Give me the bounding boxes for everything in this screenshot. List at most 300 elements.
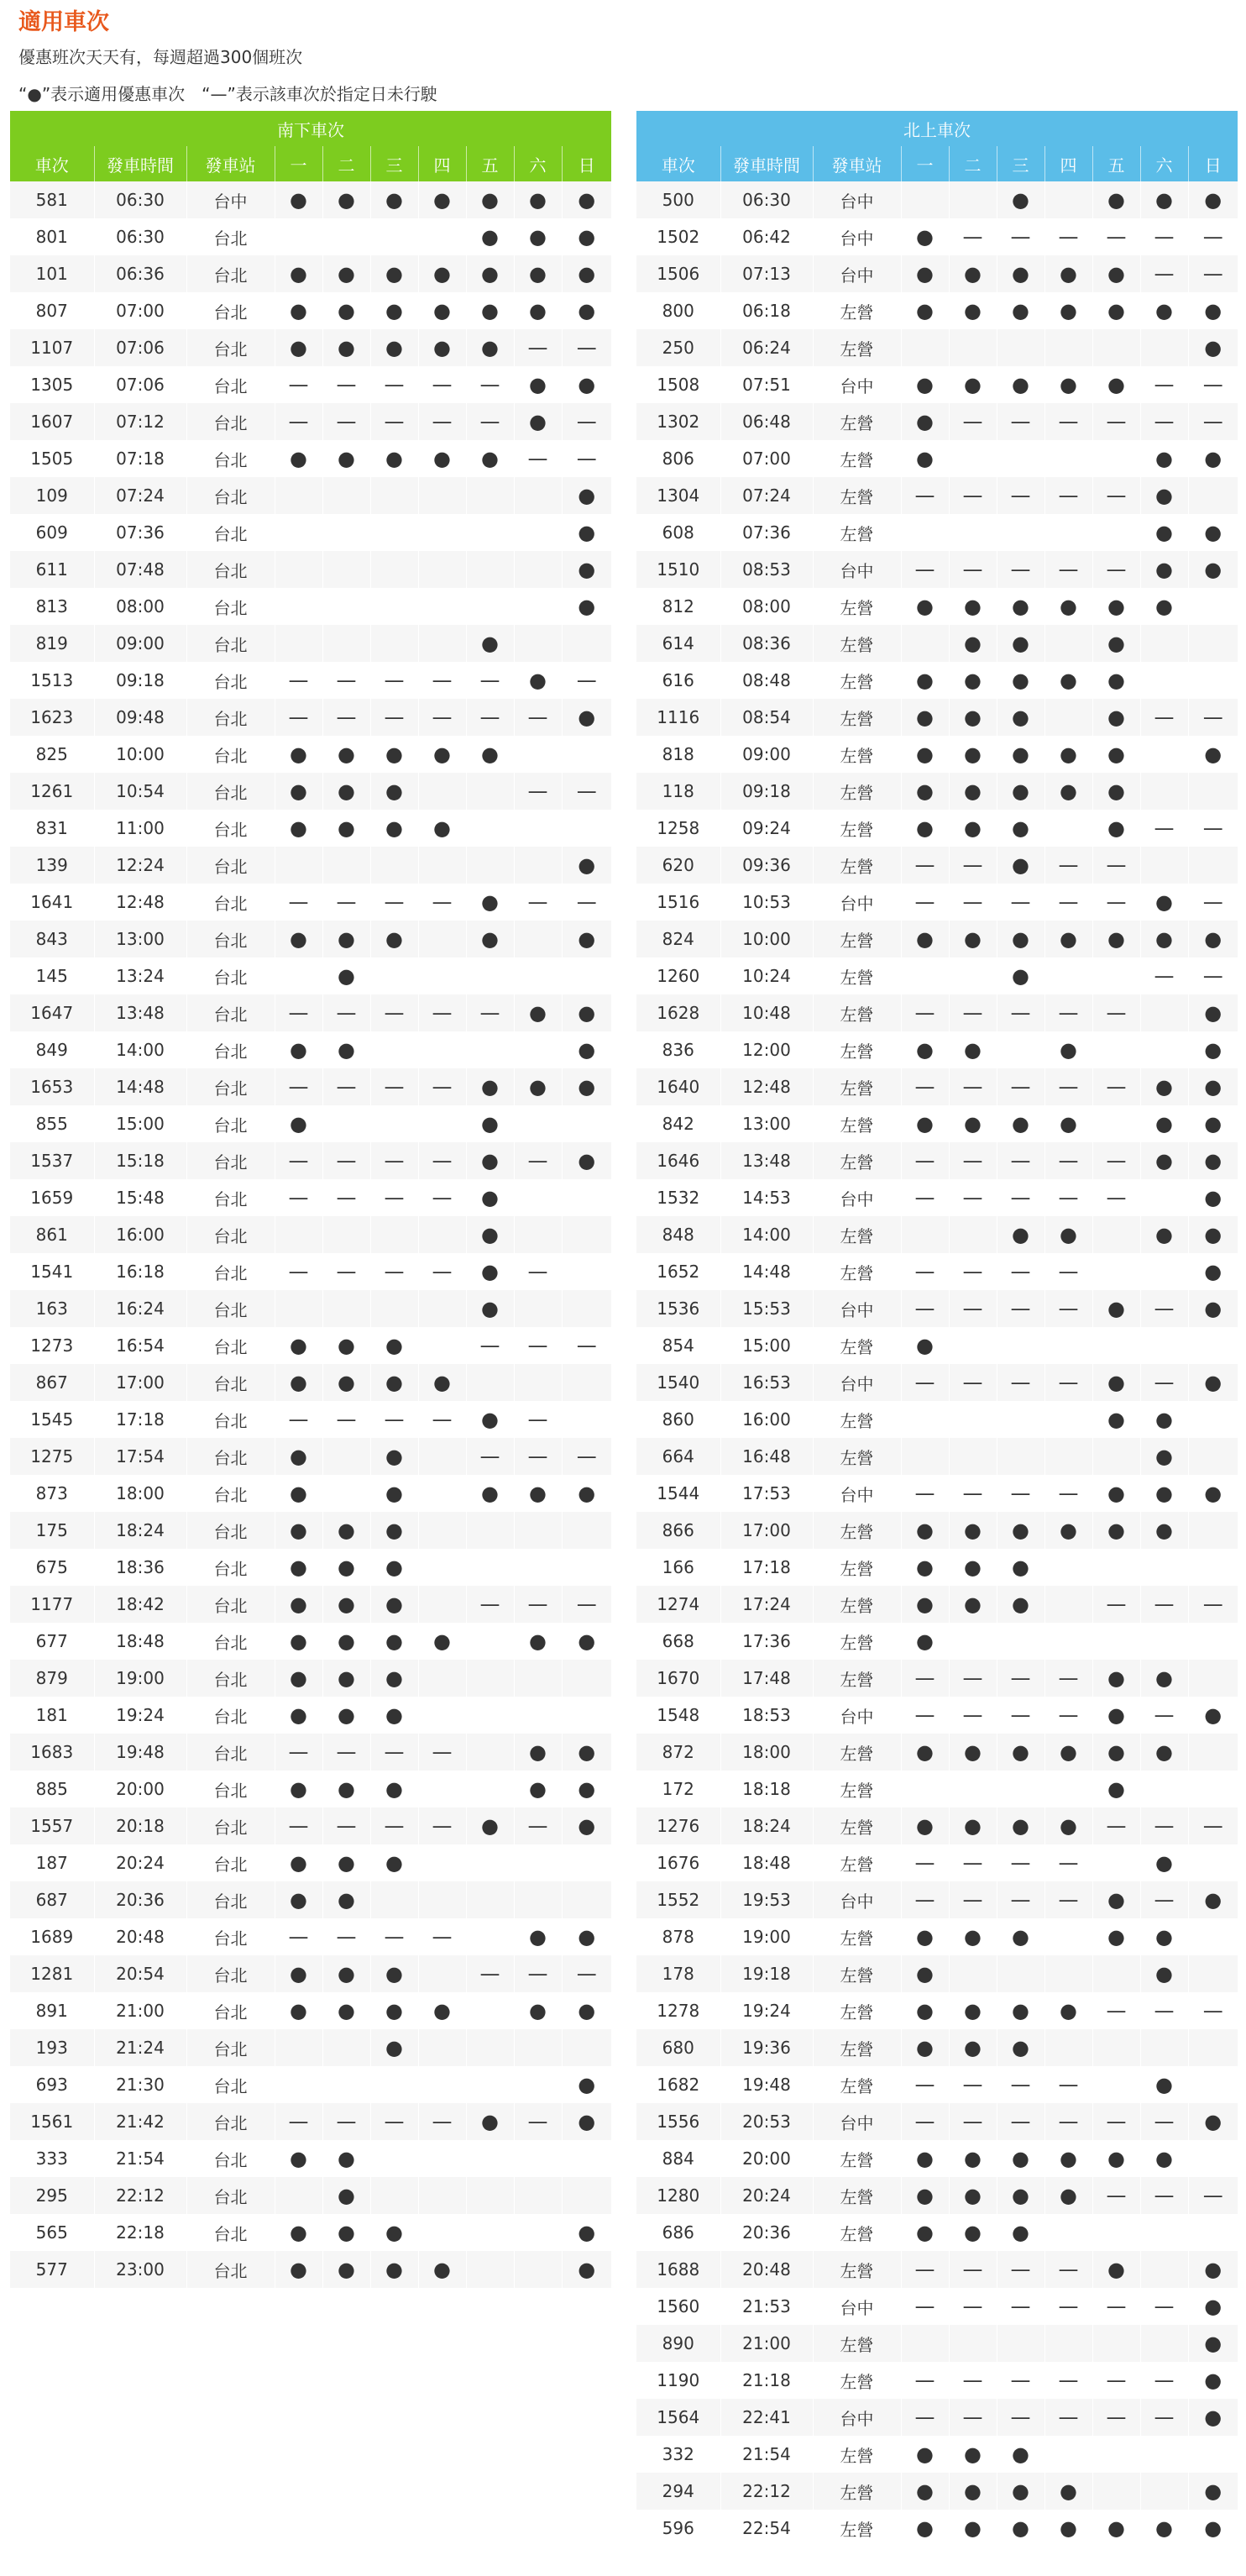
day-wed-status: — bbox=[370, 662, 418, 699]
day-tue-status: — bbox=[322, 1401, 370, 1438]
day-mon-status: ● bbox=[901, 366, 949, 403]
day-sun-status bbox=[562, 1881, 611, 1918]
depart-time: 07:13 bbox=[720, 255, 813, 292]
northbound-train-row bbox=[636, 1734, 1238, 1771]
day-sat-status: ● bbox=[1140, 1475, 1188, 1512]
train-number: 872 bbox=[636, 1734, 720, 1771]
train-number: 813 bbox=[10, 588, 94, 625]
day-thu-status: — bbox=[1044, 2362, 1092, 2399]
day-tue-status: ● bbox=[322, 1992, 370, 2029]
day-wed-status: — bbox=[370, 1253, 418, 1290]
day-sat-status: — bbox=[1140, 2399, 1188, 2436]
day-tue-status: ● bbox=[949, 736, 997, 773]
origin-station: 左營 bbox=[813, 2473, 901, 2510]
depart-time: 10:24 bbox=[720, 957, 813, 994]
train-number: 842 bbox=[636, 1105, 720, 1142]
northbound-train-row bbox=[636, 957, 1238, 994]
day-mon-status: ● bbox=[275, 921, 322, 957]
day-sat-status bbox=[1140, 1253, 1188, 1290]
day-mon-status: — bbox=[275, 699, 322, 736]
day-fri-status bbox=[466, 1660, 514, 1697]
day-thu-status: — bbox=[418, 1918, 466, 1955]
depart-time: 09:18 bbox=[720, 773, 813, 810]
day-tue-status: ● bbox=[949, 1992, 997, 2029]
day-fri-status: — bbox=[466, 994, 514, 1031]
southbound-train-row bbox=[10, 1586, 611, 1623]
col-train-no: 車次 bbox=[636, 146, 720, 181]
day-thu-status: ● bbox=[1044, 2510, 1092, 2547]
train-number: 175 bbox=[10, 1512, 94, 1549]
day-mon-status: — bbox=[275, 1253, 322, 1290]
day-tue-status: ● bbox=[322, 1364, 370, 1401]
depart-time: 21:54 bbox=[720, 2436, 813, 2473]
day-wed-status bbox=[370, 1031, 418, 1068]
day-fri-status bbox=[466, 773, 514, 810]
day-mon-status: ● bbox=[275, 2140, 322, 2177]
depart-time: 07:06 bbox=[94, 329, 186, 366]
day-sat-status bbox=[1140, 1623, 1188, 1660]
day-mon-status: — bbox=[901, 1364, 949, 1401]
depart-time: 14:00 bbox=[94, 1031, 186, 1068]
day-thu-status: — bbox=[1044, 403, 1092, 440]
day-wed-status: — bbox=[997, 1881, 1044, 1918]
depart-time: 18:24 bbox=[94, 1512, 186, 1549]
origin-station: 左營 bbox=[813, 921, 901, 957]
day-mon-status: — bbox=[901, 2103, 949, 2140]
day-mon-status: ● bbox=[901, 1105, 949, 1142]
origin-station: 台北 bbox=[186, 1844, 275, 1881]
day-sat-status bbox=[1140, 736, 1188, 773]
origin-station: 左營 bbox=[813, 1734, 901, 1771]
train-number: 172 bbox=[636, 1771, 720, 1807]
origin-station: 台北 bbox=[186, 625, 275, 662]
day-wed-status: — bbox=[370, 1068, 418, 1105]
train-number: 1276 bbox=[636, 1807, 720, 1844]
day-thu-status bbox=[418, 2066, 466, 2103]
origin-station: 左營 bbox=[813, 957, 901, 994]
day-sat-status: — bbox=[1140, 1992, 1188, 2029]
day-sat-status bbox=[514, 1364, 562, 1401]
day-mon-status: ● bbox=[901, 588, 949, 625]
day-mon-status: ● bbox=[901, 218, 949, 255]
day-sat-status: — bbox=[514, 1438, 562, 1475]
day-sun-status: ● bbox=[562, 1475, 611, 1512]
day-mon-status: ● bbox=[901, 1992, 949, 2029]
day-sat-status bbox=[1140, 1771, 1188, 1807]
day-wed-status: — bbox=[997, 2066, 1044, 2103]
day-thu-status: — bbox=[1044, 218, 1092, 255]
day-tue-status bbox=[949, 1438, 997, 1475]
southbound-train-row bbox=[10, 292, 611, 329]
day-thu-status bbox=[418, 773, 466, 810]
day-sun-status: — bbox=[1188, 403, 1238, 440]
origin-station: 台北 bbox=[186, 810, 275, 847]
day-mon-status: ● bbox=[901, 2473, 949, 2510]
day-thu-status: ● bbox=[418, 810, 466, 847]
day-sun-status: — bbox=[562, 1586, 611, 1623]
southbound-train-row bbox=[10, 181, 611, 218]
origin-station: 左營 bbox=[813, 2436, 901, 2473]
day-fri-status: ● bbox=[1092, 1290, 1140, 1327]
day-sat-status: — bbox=[1140, 403, 1188, 440]
day-thu-status: — bbox=[1044, 1881, 1092, 1918]
northbound-train-row bbox=[636, 1068, 1238, 1105]
day-thu-status: ● bbox=[1044, 1807, 1092, 1844]
day-wed-status: ● bbox=[370, 255, 418, 292]
day-sat-status: ● bbox=[1140, 1216, 1188, 1253]
southbound-rows bbox=[10, 181, 611, 2288]
day-wed-status: ● bbox=[997, 810, 1044, 847]
northbound-train-row bbox=[636, 1475, 1238, 1512]
day-mon-status: ● bbox=[275, 1512, 322, 1549]
day-wed-status: ● bbox=[370, 1771, 418, 1807]
day-sat-status: — bbox=[1140, 699, 1188, 736]
day-sun-status bbox=[562, 1549, 611, 1586]
day-wed-status: ● bbox=[370, 736, 418, 773]
day-wed-status bbox=[370, 588, 418, 625]
day-sun-status: ● bbox=[1188, 1142, 1238, 1179]
depart-time: 17:53 bbox=[720, 1475, 813, 1512]
day-mon-status: ● bbox=[275, 329, 322, 366]
train-number: 664 bbox=[636, 1438, 720, 1475]
day-fri-status bbox=[1092, 1253, 1140, 1290]
depart-time: 19:00 bbox=[94, 1660, 186, 1697]
day-mon-status: — bbox=[901, 1142, 949, 1179]
northbound-train-row bbox=[636, 1031, 1238, 1068]
depart-time: 15:53 bbox=[720, 1290, 813, 1327]
day-mon-status bbox=[901, 1216, 949, 1253]
day-sat-status: ● bbox=[1140, 1068, 1188, 1105]
depart-time: 20:36 bbox=[720, 2214, 813, 2251]
day-sat-status: ● bbox=[1140, 1105, 1188, 1142]
day-mon-status: ● bbox=[901, 2029, 949, 2066]
day-sat-status bbox=[514, 2029, 562, 2066]
origin-station: 台北 bbox=[186, 1179, 275, 1216]
day-fri-status: — bbox=[1092, 2362, 1140, 2399]
day-tue-status: ● bbox=[322, 1031, 370, 1068]
day-wed-status bbox=[370, 551, 418, 588]
day-thu-status: ● bbox=[1044, 773, 1092, 810]
depart-time: 19:36 bbox=[720, 2029, 813, 2066]
northbound-train-row bbox=[636, 440, 1238, 477]
train-number: 860 bbox=[636, 1401, 720, 1438]
day-thu-status bbox=[1044, 2436, 1092, 2473]
southbound-train-row bbox=[10, 1549, 611, 1586]
origin-station: 台北 bbox=[186, 2177, 275, 2214]
day-mon-status bbox=[275, 551, 322, 588]
depart-time: 16:48 bbox=[720, 1438, 813, 1475]
day-sat-status: ● bbox=[514, 994, 562, 1031]
day-sun-status: ● bbox=[562, 1918, 611, 1955]
day-thu-status: ● bbox=[418, 440, 466, 477]
day-mon-status: ● bbox=[901, 1955, 949, 1992]
train-number: 118 bbox=[636, 773, 720, 810]
day-sun-status: ● bbox=[562, 1992, 611, 2029]
day-tue-status: ● bbox=[949, 699, 997, 736]
northbound-header: 北上車次 bbox=[636, 111, 1238, 146]
day-wed-status: ● bbox=[370, 2214, 418, 2251]
northbound-train-row bbox=[636, 1697, 1238, 1734]
southbound-train-row bbox=[10, 1918, 611, 1955]
day-thu-status bbox=[418, 1031, 466, 1068]
day-sun-status bbox=[1188, 1771, 1238, 1807]
depart-time: 07:06 bbox=[94, 366, 186, 403]
day-wed-status: ● bbox=[997, 1216, 1044, 1253]
day-tue-status: ● bbox=[949, 255, 997, 292]
day-tue-status: ● bbox=[322, 1881, 370, 1918]
day-fri-status: — bbox=[1092, 2399, 1140, 2436]
day-sun-status bbox=[1188, 2436, 1238, 2473]
southbound-train-row bbox=[10, 1068, 611, 1105]
day-mon-status bbox=[275, 588, 322, 625]
day-tue-status bbox=[949, 514, 997, 551]
col-thu: 四 bbox=[1044, 146, 1092, 181]
depart-time: 16:54 bbox=[94, 1327, 186, 1364]
day-fri-status: ● bbox=[1092, 292, 1140, 329]
train-number: 1116 bbox=[636, 699, 720, 736]
origin-station: 台中 bbox=[813, 1179, 901, 1216]
day-mon-status: ● bbox=[275, 1992, 322, 2029]
train-number: 848 bbox=[636, 1216, 720, 1253]
day-tue-status: ● bbox=[322, 255, 370, 292]
train-number: 1275 bbox=[10, 1438, 94, 1475]
day-tue-status: — bbox=[949, 551, 997, 588]
day-thu-status: — bbox=[1044, 1475, 1092, 1512]
day-thu-status bbox=[418, 921, 466, 957]
depart-time: 13:24 bbox=[94, 957, 186, 994]
day-fri-status: — bbox=[1092, 2288, 1140, 2325]
origin-station: 台北 bbox=[186, 736, 275, 773]
day-sun-status: ● bbox=[1188, 181, 1238, 218]
day-sat-status: ● bbox=[1140, 1844, 1188, 1881]
day-tue-status: — bbox=[949, 1660, 997, 1697]
day-tue-status: ● bbox=[949, 366, 997, 403]
day-sat-status: ● bbox=[1140, 181, 1188, 218]
depart-time: 22:41 bbox=[720, 2399, 813, 2436]
train-number: 109 bbox=[10, 477, 94, 514]
day-fri-status: — bbox=[466, 699, 514, 736]
day-tue-status: ● bbox=[949, 773, 997, 810]
day-thu-status bbox=[1044, 1549, 1092, 1586]
day-thu-status bbox=[418, 2177, 466, 2214]
train-number: 187 bbox=[10, 1844, 94, 1881]
train-number: 854 bbox=[636, 1327, 720, 1364]
day-tue-status: — bbox=[949, 1364, 997, 1401]
day-thu-status: — bbox=[418, 403, 466, 440]
day-sat-status: ● bbox=[514, 1771, 562, 1807]
northbound-train-row bbox=[636, 1881, 1238, 1918]
southbound-train-row bbox=[10, 2140, 611, 2177]
train-number: 818 bbox=[636, 736, 720, 773]
day-mon-status: ● bbox=[275, 255, 322, 292]
day-thu-status: ● bbox=[1044, 255, 1092, 292]
train-number: 1107 bbox=[10, 329, 94, 366]
day-thu-status: ● bbox=[418, 1623, 466, 1660]
day-mon-status bbox=[275, 2029, 322, 2066]
day-thu-status bbox=[418, 1105, 466, 1142]
depart-time: 14:00 bbox=[720, 1216, 813, 1253]
day-wed-status: — bbox=[997, 1475, 1044, 1512]
train-number: 101 bbox=[10, 255, 94, 292]
depart-time: 14:48 bbox=[94, 1068, 186, 1105]
day-tue-status: — bbox=[949, 2066, 997, 2103]
day-fri-status: — bbox=[1092, 403, 1140, 440]
day-mon-status bbox=[275, 514, 322, 551]
col-depart-time: 發車時間 bbox=[94, 146, 186, 181]
day-tue-status: — bbox=[322, 1734, 370, 1771]
day-wed-status: — bbox=[370, 1734, 418, 1771]
day-wed-status: ● bbox=[370, 1844, 418, 1881]
origin-station: 台北 bbox=[186, 514, 275, 551]
day-tue-status bbox=[322, 2066, 370, 2103]
day-thu-status bbox=[418, 1881, 466, 1918]
day-thu-status: ● bbox=[1044, 1216, 1092, 1253]
day-thu-status: — bbox=[1044, 1844, 1092, 1881]
day-sat-status: — bbox=[514, 773, 562, 810]
day-thu-status bbox=[418, 514, 466, 551]
day-thu-status bbox=[418, 957, 466, 994]
train-number: 873 bbox=[10, 1475, 94, 1512]
day-thu-status bbox=[418, 1955, 466, 1992]
day-wed-status bbox=[997, 1623, 1044, 1660]
northbound-train-row bbox=[636, 1992, 1238, 2029]
depart-time: 16:24 bbox=[94, 1290, 186, 1327]
depart-time: 22:54 bbox=[720, 2510, 813, 2547]
day-sun-status: — bbox=[1188, 957, 1238, 994]
day-mon-status: ● bbox=[901, 2436, 949, 2473]
depart-time: 07:00 bbox=[94, 292, 186, 329]
day-mon-status: — bbox=[901, 884, 949, 921]
day-sat-status: ● bbox=[514, 1068, 562, 1105]
day-mon-status bbox=[901, 625, 949, 662]
col-thu: 四 bbox=[418, 146, 466, 181]
day-mon-status: ● bbox=[901, 403, 949, 440]
train-number: 1682 bbox=[636, 2066, 720, 2103]
day-sun-status: — bbox=[562, 773, 611, 810]
day-wed-status: ● bbox=[997, 2140, 1044, 2177]
origin-station: 左營 bbox=[813, 292, 901, 329]
day-wed-status: ● bbox=[997, 699, 1044, 736]
day-wed-status bbox=[370, 1290, 418, 1327]
day-wed-status: ● bbox=[997, 1105, 1044, 1142]
day-wed-status: — bbox=[997, 1179, 1044, 1216]
day-tue-status: ● bbox=[949, 292, 997, 329]
day-fri-status: ● bbox=[1092, 1697, 1140, 1734]
northbound-train-row bbox=[636, 403, 1238, 440]
southbound-train-row bbox=[10, 625, 611, 662]
day-fri-status: — bbox=[466, 662, 514, 699]
depart-time: 08:36 bbox=[720, 625, 813, 662]
day-sat-status bbox=[514, 736, 562, 773]
origin-station: 左營 bbox=[813, 1327, 901, 1364]
northbound-train-row bbox=[636, 329, 1238, 366]
depart-time: 18:42 bbox=[94, 1586, 186, 1623]
train-number: 181 bbox=[10, 1697, 94, 1734]
northbound-train-row bbox=[636, 1844, 1238, 1881]
train-number: 680 bbox=[636, 2029, 720, 2066]
day-fri-status bbox=[466, 1844, 514, 1881]
southbound-train-row bbox=[10, 1364, 611, 1401]
day-tue-status: — bbox=[949, 1253, 997, 1290]
southbound-column-headers bbox=[10, 146, 611, 181]
origin-station: 台中 bbox=[813, 1290, 901, 1327]
day-mon-status: — bbox=[275, 403, 322, 440]
depart-time: 18:00 bbox=[720, 1734, 813, 1771]
day-wed-status: ● bbox=[997, 2029, 1044, 2066]
day-fri-status bbox=[1092, 1105, 1140, 1142]
day-tue-status: ● bbox=[949, 1512, 997, 1549]
day-fri-status: ● bbox=[1092, 1401, 1140, 1438]
day-thu-status bbox=[1044, 1771, 1092, 1807]
day-wed-status: ● bbox=[997, 921, 1044, 957]
day-wed-status: ● bbox=[370, 329, 418, 366]
day-sun-status bbox=[1188, 1660, 1238, 1697]
day-mon-status: — bbox=[275, 1401, 322, 1438]
day-tue-status: — bbox=[949, 1179, 997, 1216]
day-fri-status: ● bbox=[466, 625, 514, 662]
day-sun-status: ● bbox=[1188, 1253, 1238, 1290]
depart-time: 14:48 bbox=[720, 1253, 813, 1290]
day-mon-status bbox=[275, 218, 322, 255]
day-mon-status: ● bbox=[901, 773, 949, 810]
day-mon-status: — bbox=[901, 477, 949, 514]
day-wed-status: — bbox=[370, 1179, 418, 1216]
col-sat: 六 bbox=[514, 146, 562, 181]
depart-time: 10:00 bbox=[720, 921, 813, 957]
day-mon-status: ● bbox=[275, 1697, 322, 1734]
origin-station: 左營 bbox=[813, 847, 901, 884]
day-fri-status bbox=[1092, 2066, 1140, 2103]
day-mon-status bbox=[275, 2066, 322, 2103]
day-mon-status: — bbox=[901, 1881, 949, 1918]
day-wed-status: — bbox=[370, 403, 418, 440]
day-tue-status bbox=[322, 218, 370, 255]
day-wed-status: ● bbox=[370, 810, 418, 847]
depart-time: 13:00 bbox=[720, 1105, 813, 1142]
origin-station: 台北 bbox=[186, 1142, 275, 1179]
day-thu-status: ● bbox=[1044, 588, 1092, 625]
day-thu-status: — bbox=[1044, 1697, 1092, 1734]
southbound-train-row bbox=[10, 884, 611, 921]
day-wed-status bbox=[997, 2325, 1044, 2362]
southbound-train-row bbox=[10, 1771, 611, 1807]
origin-station: 台中 bbox=[813, 1364, 901, 1401]
train-number: 614 bbox=[636, 625, 720, 662]
day-wed-status bbox=[997, 1327, 1044, 1364]
day-sun-status: — bbox=[1188, 810, 1238, 847]
origin-station: 台北 bbox=[186, 2214, 275, 2251]
day-fri-status: — bbox=[466, 366, 514, 403]
day-thu-status bbox=[418, 625, 466, 662]
train-number: 1502 bbox=[636, 218, 720, 255]
northbound-train-row bbox=[636, 994, 1238, 1031]
origin-station: 台北 bbox=[186, 1438, 275, 1475]
day-fri-status: ● bbox=[466, 1475, 514, 1512]
day-sun-status bbox=[1188, 2066, 1238, 2103]
origin-station: 台中 bbox=[813, 2288, 901, 2325]
day-fri-status bbox=[1092, 1031, 1140, 1068]
day-tue-status: — bbox=[322, 2103, 370, 2140]
southbound-train-row bbox=[10, 699, 611, 736]
day-sun-status bbox=[1188, 1955, 1238, 1992]
day-sun-status bbox=[562, 1216, 611, 1253]
day-fri-status bbox=[466, 2251, 514, 2288]
train-number: 1556 bbox=[636, 2103, 720, 2140]
day-tue-status: ● bbox=[949, 2140, 997, 2177]
depart-time: 10:00 bbox=[94, 736, 186, 773]
day-fri-status: ● bbox=[1092, 1475, 1140, 1512]
day-thu-status: — bbox=[418, 699, 466, 736]
